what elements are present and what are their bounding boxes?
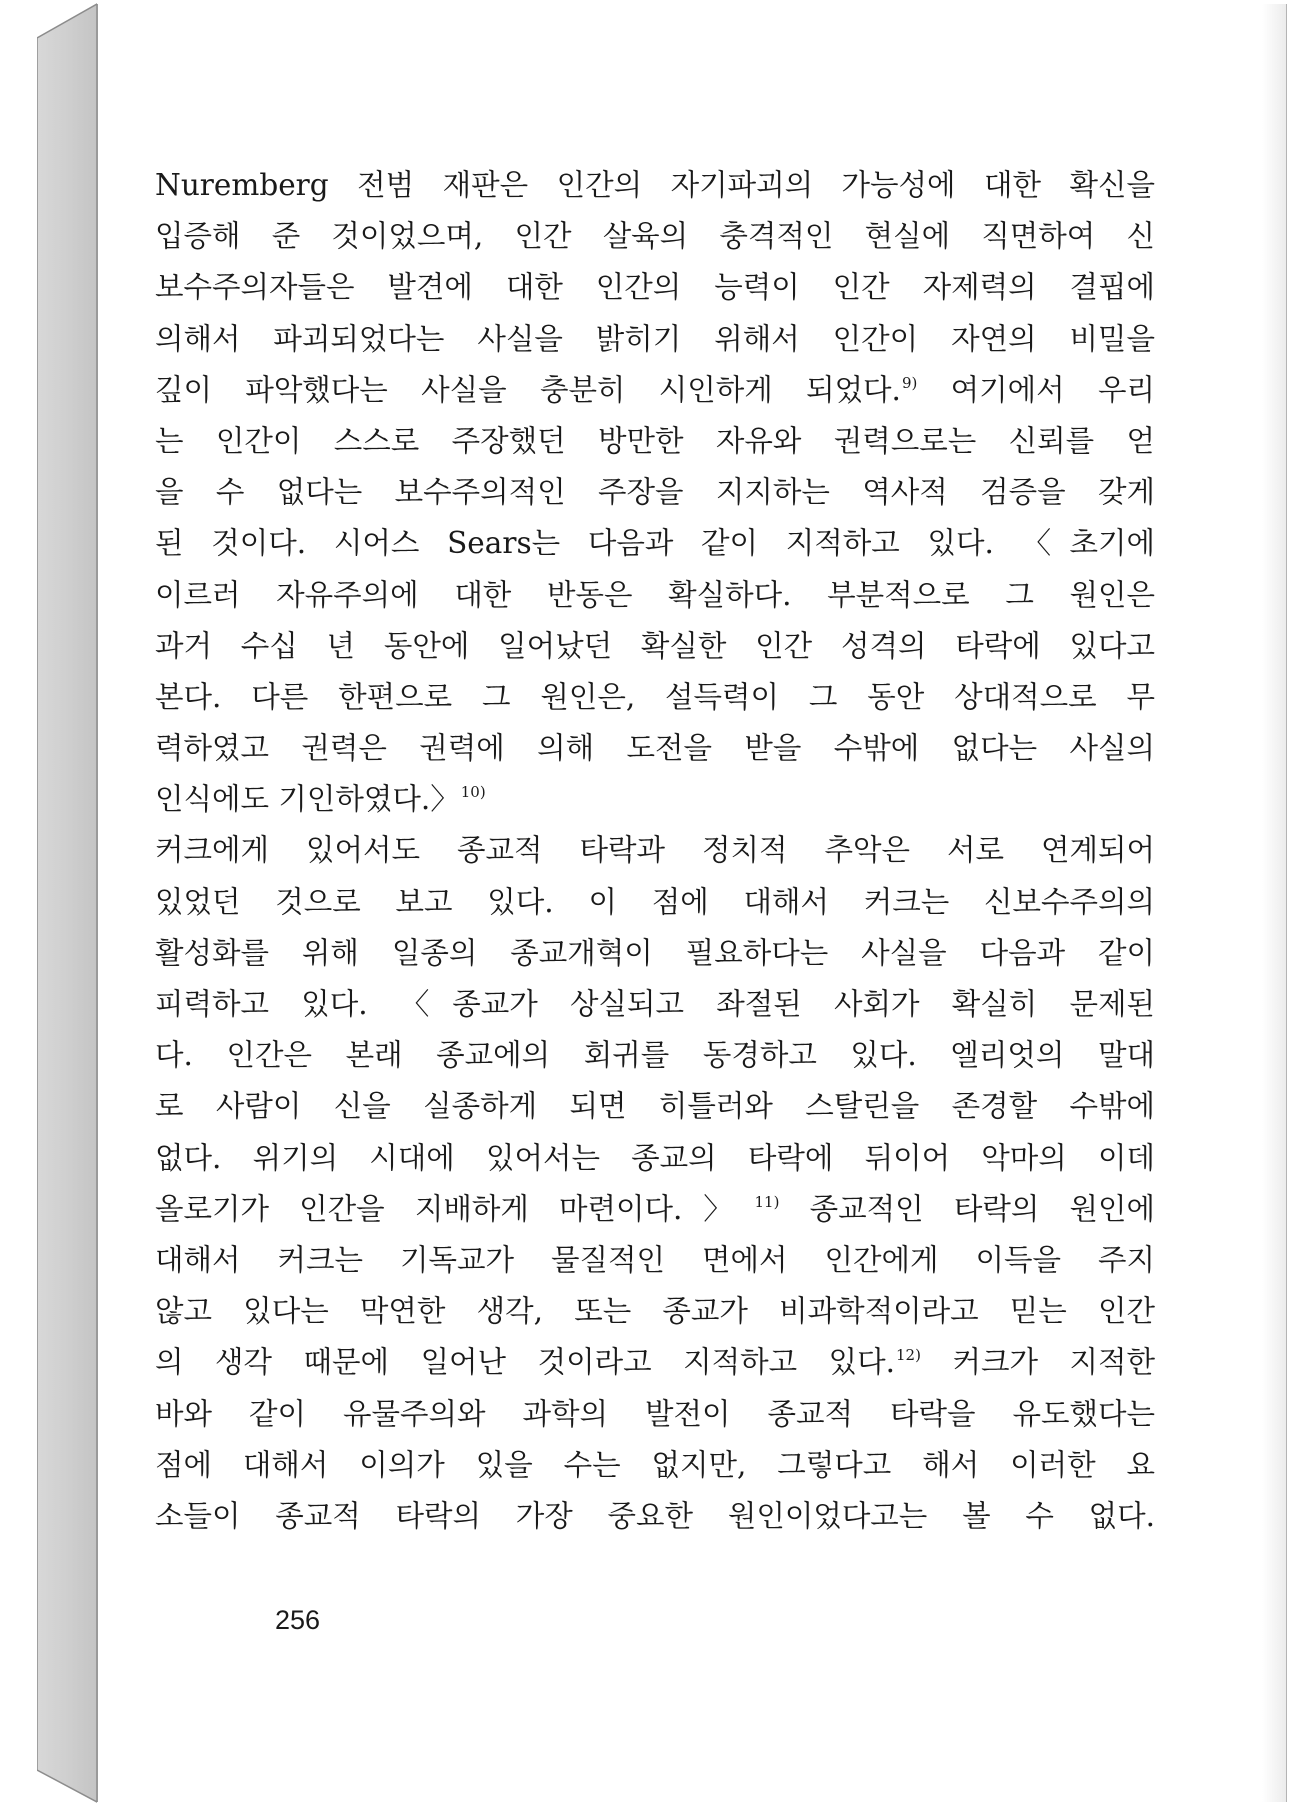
text-line	[155, 621, 1155, 672]
text-line-continuation: 여기에서 우리	[917, 372, 1155, 407]
text-line-content: 는 인간이 스스로 주장했던 방만한 자유와 권력으로는 신뢰를 얻	[155, 423, 1155, 458]
text-line	[155, 1184, 1155, 1235]
footnote-marker: 12)	[896, 1346, 921, 1365]
text-line-content: 된 것이다. 시어스 Sears는 다음과 같이 지적하고 있다. 〈초기에	[155, 526, 1155, 561]
footnote-marker: 9)	[901, 373, 918, 392]
text-line	[155, 314, 1155, 365]
text-line	[155, 979, 1155, 1030]
text-line-content: 보수주의자들은 발견에 대한 인간의 능력이 인간 자제력의 결핍에	[155, 270, 1155, 305]
text-line	[155, 365, 1155, 416]
text-line-content: 있었던 것으로 보고 있다. 이 점에 대해서 커크는 신보수주의의	[155, 884, 1155, 919]
text-line	[155, 1030, 1155, 1081]
footnote-marker: 10)	[460, 783, 486, 802]
book-spine	[37, 0, 97, 1806]
text-line	[155, 825, 1155, 876]
text-line	[155, 1389, 1155, 1440]
text-line	[155, 1491, 1155, 1542]
text-line-content: 깊이 파악했다는 사실을 충분히 시인하게 되었다.	[155, 372, 901, 407]
text-line-content: 인식에도 기인하였다.〉	[155, 782, 460, 817]
text-line-content: 본다. 다른 한편으로 그 원인은, 설득력이 그 동안 상대적으로 무	[155, 679, 1155, 714]
text-line	[155, 211, 1155, 262]
text-line-content: 을 수 없다는 보수주의적인 주장을 지지하는 역사적 검증을 갖게	[155, 475, 1155, 510]
text-line-content: 의해서 파괴되었다는 사실을 밝히기 위해서 인간이 자연의 비밀을	[155, 321, 1155, 356]
text-line	[155, 1337, 1155, 1388]
text-line-content: 바와 같이 유물주의와 과학의 발전이 종교적 타락을 유도했다는	[155, 1396, 1155, 1431]
text-line-content: 로 사람이 신을 실종하게 되면 히틀러와 스탈린을 존경할 수밖에	[155, 1089, 1155, 1124]
text-line-continuation: 종교적인 타락의 원인에	[779, 1191, 1155, 1226]
text-line	[155, 1133, 1155, 1184]
text-line-content: Nuremberg 전범 재판은 인간의 자기파괴의 가능성에 대한 확신을	[155, 168, 1155, 202]
footnote-marker: 11)	[754, 1192, 780, 1211]
text-line-content: 력하였고 권력은 권력에 의해 도전을 받을 수밖에 없다는 사실의	[155, 731, 1155, 766]
text-line-content: 없다. 위기의 시대에 있어서는 종교의 타락에 뒤이어 악마의 이데	[155, 1140, 1155, 1175]
page-edge-shadow	[1262, 4, 1286, 1802]
text-line	[155, 723, 1155, 774]
book-spine-graphic	[37, 0, 97, 1806]
text-line	[155, 416, 1155, 467]
text-line	[155, 1235, 1155, 1286]
text-line-content: 입증해 준 것이었으며, 인간 살육의 충격적인 현실에 직면하여 신	[155, 219, 1155, 254]
text-line-content: 커크에게 있어서도 종교적 타락과 정치적 추악은 서로 연계되어	[155, 833, 1155, 868]
text-line	[155, 570, 1155, 621]
text-line-content: 올로기가 인간을 지배하게 마련이다.〉	[155, 1191, 754, 1226]
text-line	[155, 467, 1155, 518]
text-line	[155, 877, 1155, 928]
text-line	[155, 518, 1155, 569]
text-line-content: 활성화를 위해 일종의 종교개혁이 필요하다는 사실을 다음과 같이	[155, 935, 1155, 970]
text-line-content: 소들이 종교적 타락의 가장 중요한 원인이었다고는 볼 수 없다.	[155, 1498, 1155, 1533]
text-line	[155, 160, 1155, 211]
text-line-content: 의 생각 때문에 일어난 것이라고 지적하고 있다.	[155, 1345, 895, 1380]
text-line	[155, 672, 1155, 723]
text-line	[155, 262, 1155, 313]
text-line	[155, 774, 1155, 825]
text-line-content: 과거 수십 년 동안에 일어났던 확실한 인간 성격의 타락에 있다고	[155, 628, 1155, 663]
text-line	[155, 1440, 1155, 1491]
text-line-content: 않고 있다는 막연한 생각, 또는 종교가 비과학적이라고 믿는 인간	[155, 1294, 1155, 1329]
page-number: 256	[275, 1605, 321, 1635]
body-text	[155, 160, 1155, 1542]
text-line-continuation: 커크가 지적한	[920, 1345, 1155, 1380]
text-line-content: 다. 인간은 본래 종교에의 회귀를 동경하고 있다. 엘리엇의 말대	[155, 1038, 1155, 1073]
text-line	[155, 928, 1155, 979]
text-line-content: 점에 대해서 이의가 있을 수는 없지만, 그렇다고 해서 이러한 요	[155, 1447, 1155, 1482]
text-line-content: 대해서 커크는 기독교가 물질적인 면에서 인간에게 이득을 주지	[155, 1242, 1155, 1277]
text-line-content: 이르러 자유주의에 대한 반동은 확실하다. 부분적으로 그 원인은	[155, 577, 1155, 612]
text-line-content: 피력하고 있다. 〈종교가 상실되고 좌절된 사회가 확실히 문제된	[155, 987, 1155, 1021]
text-line	[155, 1286, 1155, 1337]
text-line	[155, 1081, 1155, 1132]
